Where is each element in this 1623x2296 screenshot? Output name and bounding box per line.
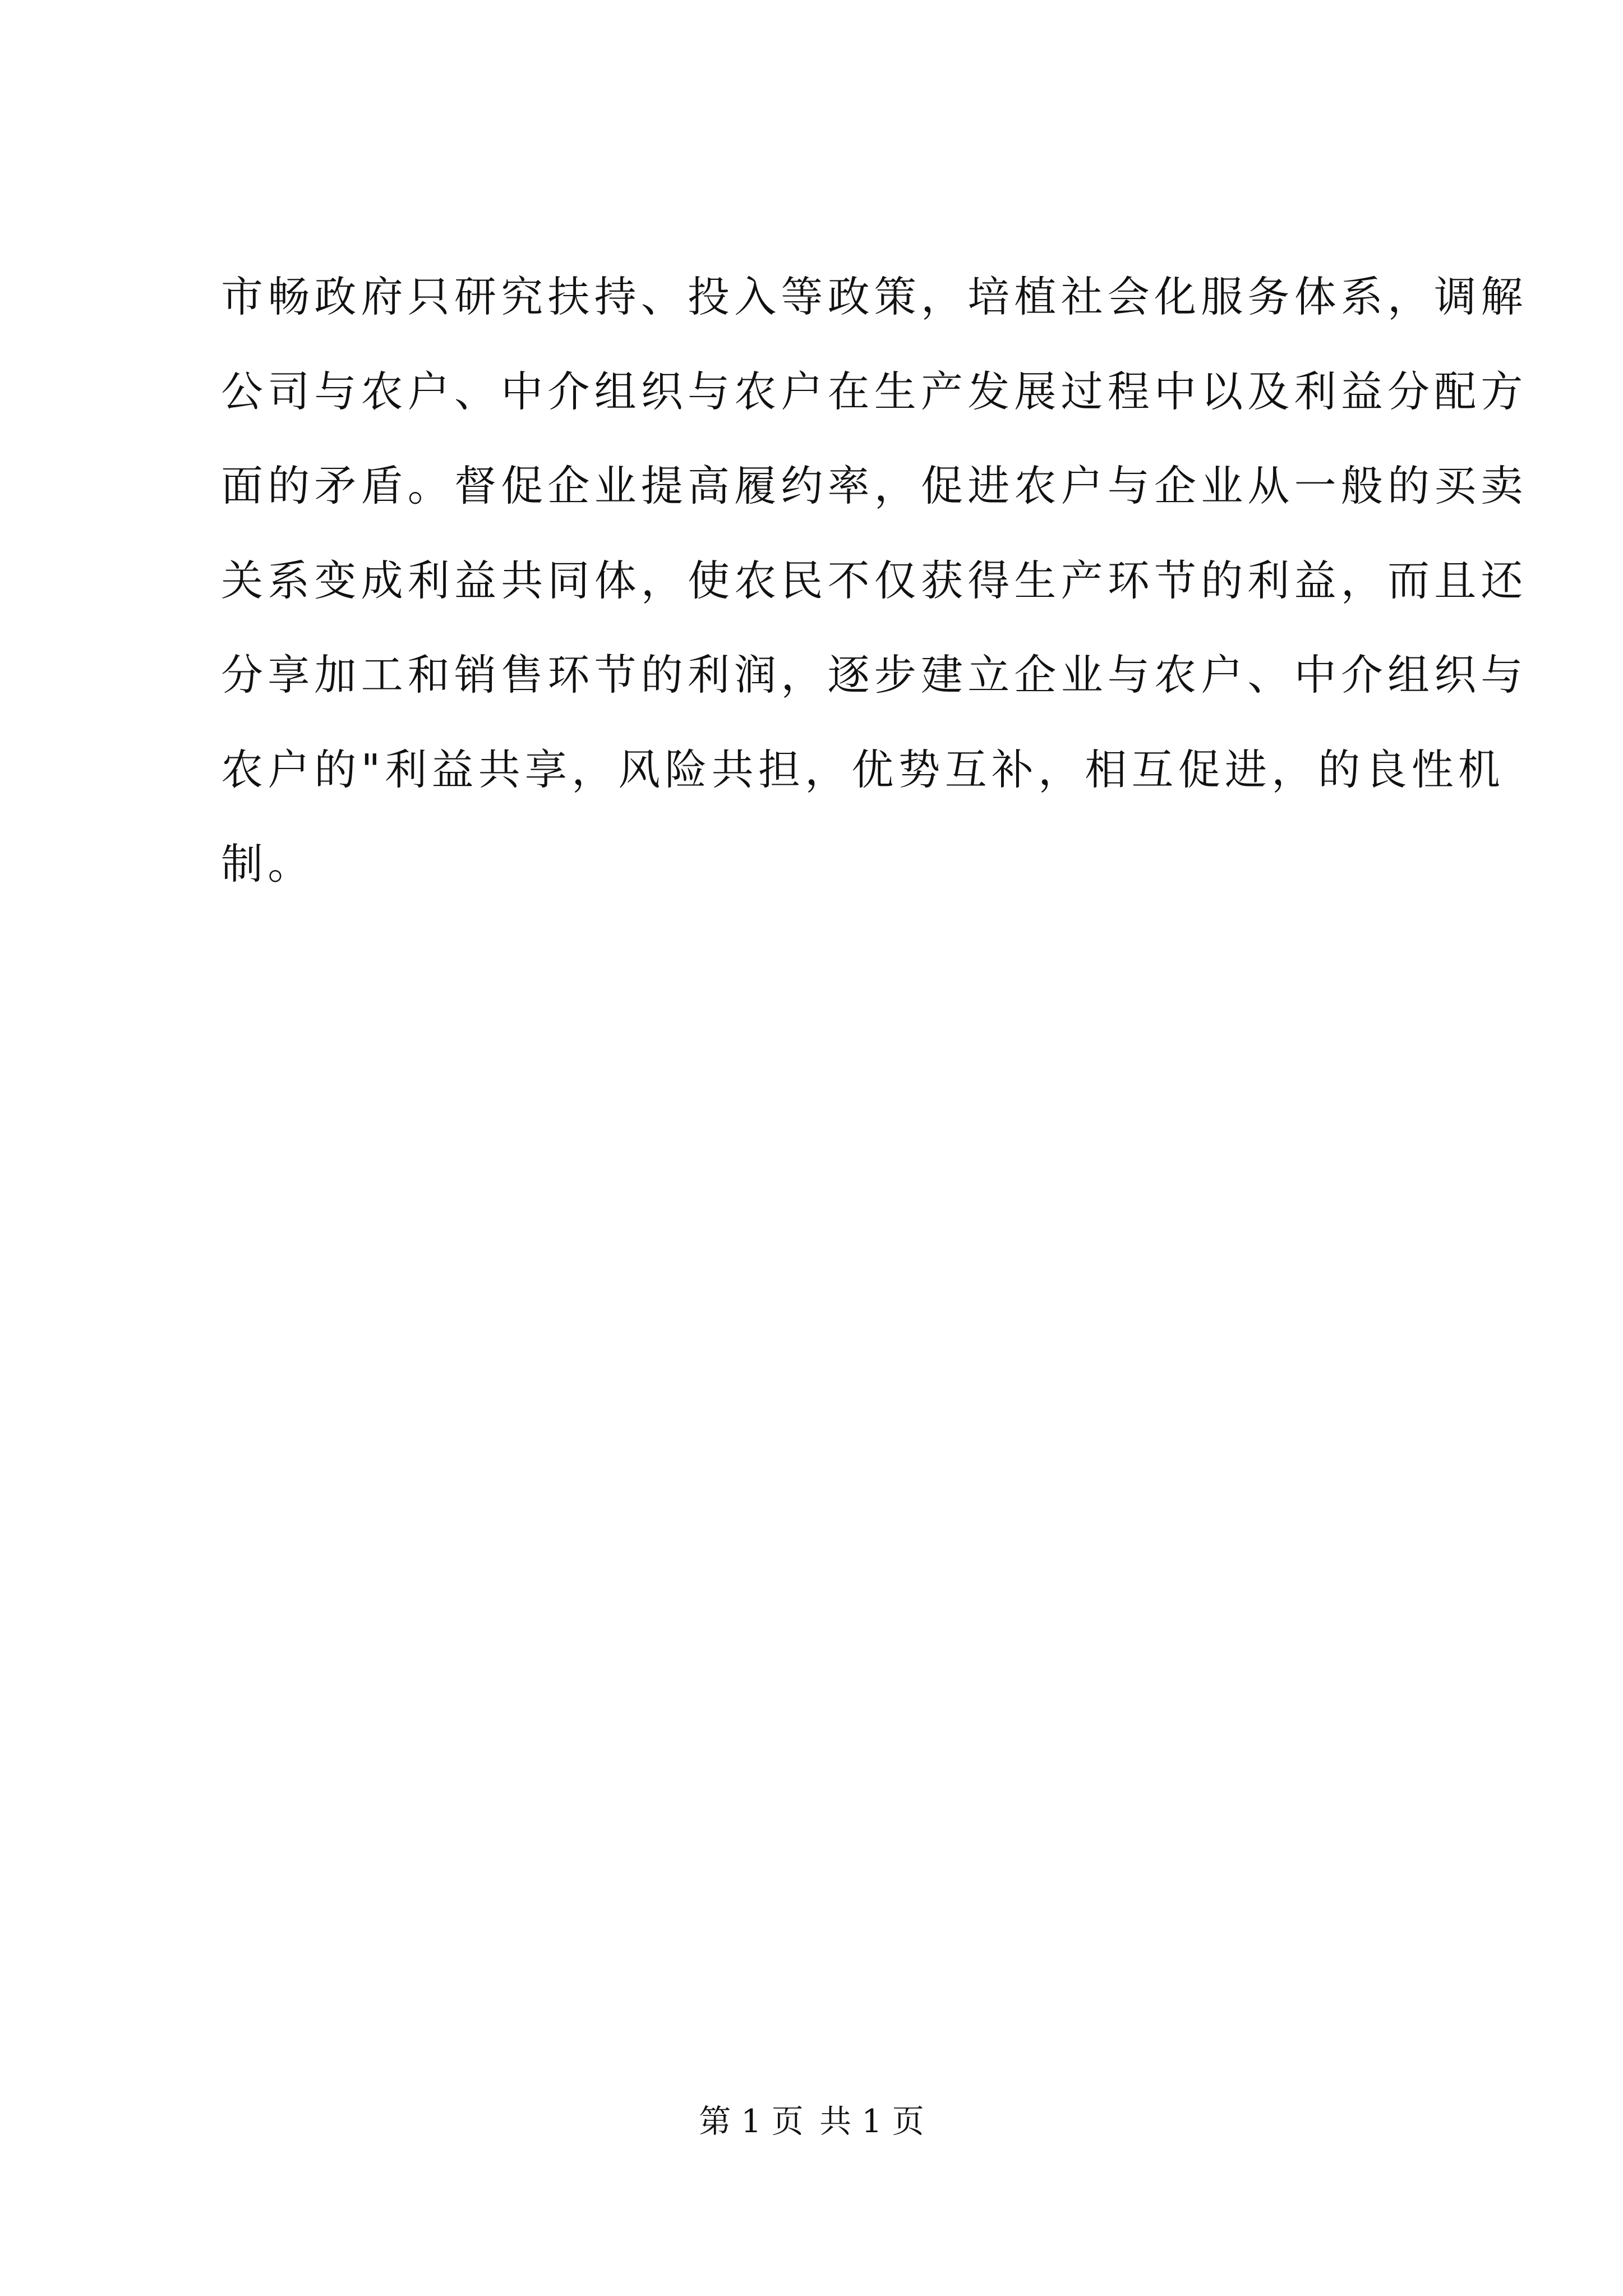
page-number: 第 1 页 xyxy=(699,2103,804,2140)
paragraph-line-4: 关系变成利益共同体，使农民不仅获得生产环节的利益，而且还 xyxy=(221,555,1528,605)
paragraph-line-3: 面的矛盾。督促企业提高履约率，促进农户与企业从一般的买卖 xyxy=(221,461,1528,510)
paragraph-line-7: 制。 xyxy=(221,839,315,889)
body-paragraph xyxy=(221,250,1528,912)
page-total: 共 1 页 xyxy=(819,2103,924,2140)
paragraph-line-6: 农户的"利益共享，风险共担，优势互补，相互促进，的良性机 xyxy=(221,744,1505,794)
paragraph-line-5: 分享加工和销售环节的利润，逐步建立企业与农户、中介组织与 xyxy=(221,650,1528,700)
page-footer xyxy=(0,2099,1623,2144)
paragraph-line-2: 公司与农户、中介组织与农户在生产发展过程中以及利益分配方 xyxy=(221,366,1528,416)
paragraph-line-1: 市畅政府只研究扶持、投入等政策，培植社会化服务体系，调解 xyxy=(221,272,1528,321)
